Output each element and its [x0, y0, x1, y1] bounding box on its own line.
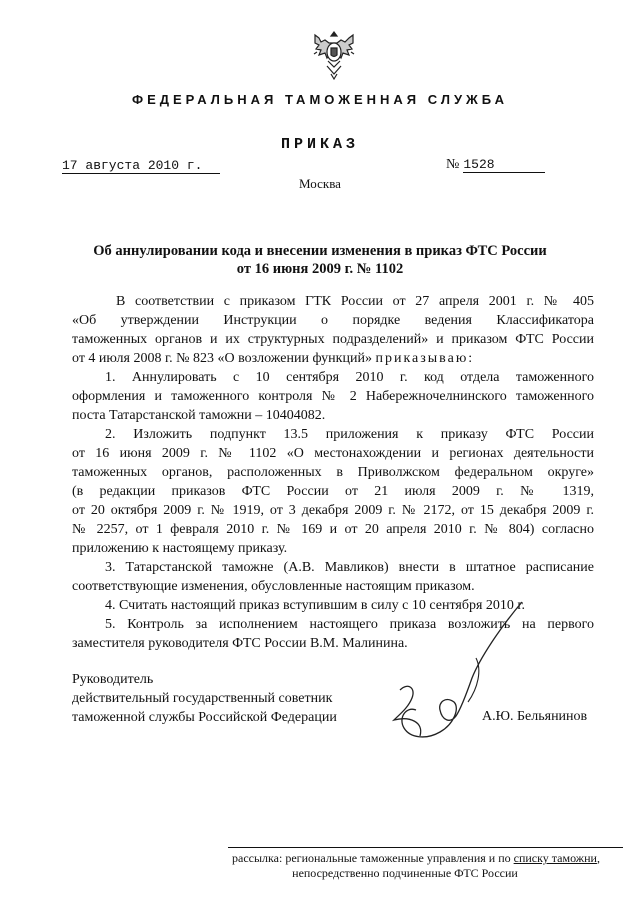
number-label: №: [446, 157, 460, 172]
document-type: ПРИКАЗ: [280, 136, 359, 153]
item-4-line: 4. Считать настоящий приказ вступившим в силу с 10 сентября 2010 г.: [105, 598, 526, 613]
agency-name: ФЕДЕРАЛЬНАЯ ТАМОЖЕННАЯ СЛУЖБА: [131, 92, 509, 107]
signer-name: А.Ю. Бельянинов: [482, 709, 588, 724]
order-number-block: [446, 157, 545, 173]
distribution-divider: [228, 847, 623, 848]
item-2-line: от 16 июня 2009 г. № 1102 «О местонахождении и регионах деятельности: [72, 446, 594, 461]
distribution-list-link: списку таможни: [513, 851, 597, 865]
handwritten-signature: [380, 598, 530, 748]
item-1-line: поста Татарстанской таможни – 10404082.: [72, 408, 326, 423]
coat-of-arms-emblem: [311, 28, 357, 82]
order-title-line: от 16 июня 2009 г. № 1102: [236, 261, 404, 277]
item-2-line: 2. Изложить подпункт 13.5 приложения к приказу ФТС России: [105, 427, 594, 442]
item-2-line: от 20 октября 2009 г. № 1919, от 3 декабря 2009 г. № 2172, от 15 декабря 2009 г.: [72, 503, 594, 518]
order-number: 1528: [463, 157, 545, 173]
preamble-line: таможенных органов и их структурных подразделений» и приказом ФТС России: [72, 332, 594, 347]
preamble-text: от 4 июля 2008 г. № 823 «О возложении функций»: [72, 351, 372, 366]
city: Москва: [299, 176, 341, 191]
distribution-line: [232, 851, 600, 866]
item-2-line: приложению к настоящему приказу.: [72, 541, 288, 556]
signer-title-line: Руководитель: [72, 672, 154, 687]
signer-title-line: действительный государственный советник: [72, 691, 333, 706]
item-2-line: (в редакции приказов ФТС России от 21 июля 2009 г. № 1319,: [72, 484, 594, 499]
preamble-last-line: [72, 349, 594, 368]
preamble-line: В соответствии с приказом ГТК России от 27 апреля 2001 г. № 405: [116, 294, 594, 309]
distribution-comma: ,: [596, 851, 600, 865]
item-2-line: № 2257, от 1 февраля 2010 г. № 169 и от 20 апреля 2010 г. № 804) согласно: [72, 522, 594, 537]
distribution-line: непосредственно подчиненные ФТС России: [292, 866, 518, 880]
item-1-line: 1. Аннулировать с 10 сентября 2010 г. код отдела таможенного: [105, 370, 594, 385]
item-5-line: заместителя руководителя ФТС России В.М. Малинина.: [72, 636, 408, 651]
item-2-line: таможенных органов, расположенных в Приволжском федеральном округе»: [72, 465, 594, 480]
order-date: 17 августа 2010 г.: [62, 158, 220, 174]
preamble-line: «Об утверждении Инструкции о порядке ведения Классификатора: [72, 313, 594, 328]
item-5-line: 5. Контроль за исполнением настоящего приказа возложить на первого: [105, 617, 594, 632]
order-title-line: Об аннулировании кода и внесении изменения в приказ ФТС России: [93, 243, 547, 259]
item-3-line: соответствующие изменения, обусловленные настоящим приказом.: [72, 579, 475, 594]
item-3-line: 3. Татарстанской таможне (А.В. Мавликов) внести в штатное расписание: [105, 560, 594, 575]
signer-title-line: таможенной службы Российской Федерации: [72, 710, 337, 725]
distribution-text: рассылка: региональные таможенные управления и по: [232, 851, 511, 865]
item-1-line: оформления и таможенного контроля № 2 Набережночелнинского таможенного: [72, 389, 594, 404]
order-verb: приказываю:: [375, 351, 475, 366]
